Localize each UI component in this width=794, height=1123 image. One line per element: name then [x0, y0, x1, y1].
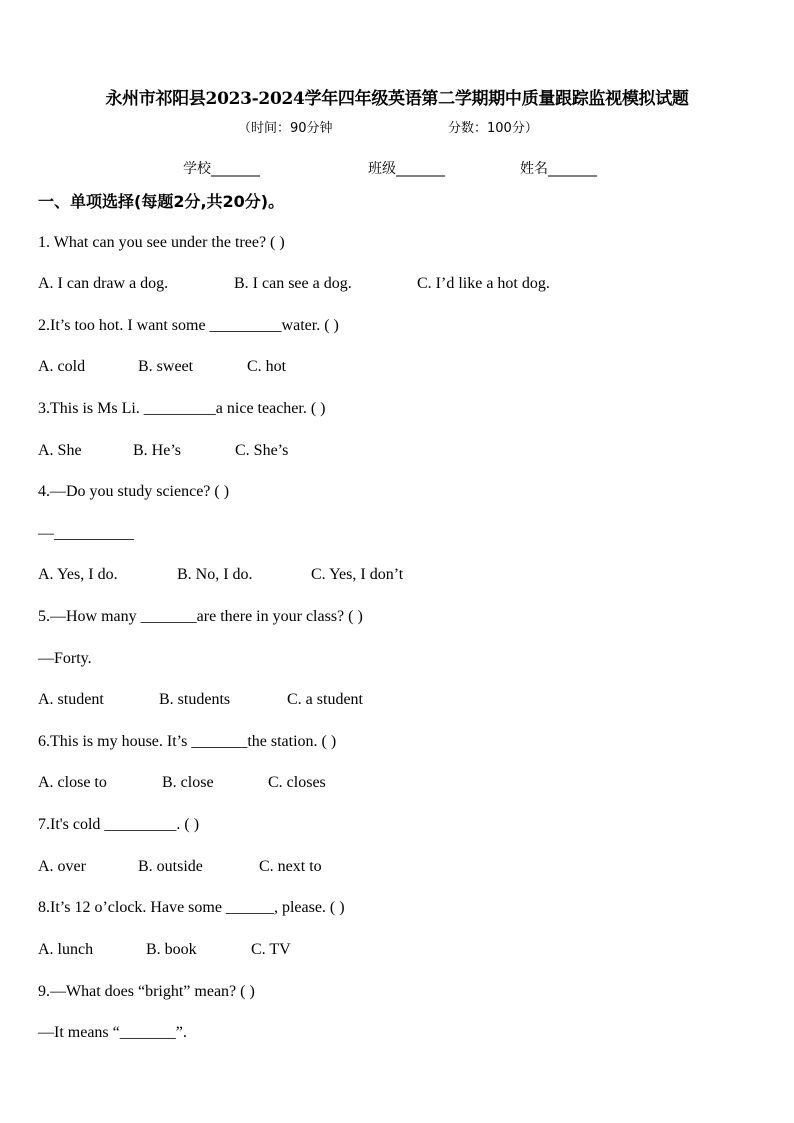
question-5-answer: —Forty. [38, 650, 92, 667]
question-8-stem: 8.It’s 12 o’clock. Have some ______, please. ( ) [38, 899, 345, 916]
option-b: B. students [159, 691, 231, 708]
question-7-options [38, 857, 322, 877]
option-a: A. cold [38, 358, 86, 375]
option-a: A. over [38, 858, 86, 875]
question-3-stem: 3.This is Ms Li. _________a nice teacher. ( ) [38, 400, 326, 417]
option-c: C. hot [247, 358, 287, 375]
question-9-answer: —It means “_______”. [38, 1024, 187, 1041]
question-6-stem: 6.This is my house. It’s _______the station. ( ) [38, 733, 337, 750]
option-b: B. outside [138, 858, 203, 875]
question-1-stem: 1. What can you see under the tree? ( ) [38, 234, 285, 251]
exam-title: 永州市祁阳县2023-2024学年四年级英语第二学期期中质量跟踪监视模拟试题 [105, 89, 689, 109]
option-c: C. closes [268, 774, 326, 791]
option-c: C. Yes, I don’t [311, 566, 404, 583]
question-4-answer-blank: —__________ [38, 525, 134, 542]
option-a: A. I can draw a dog. [38, 275, 169, 292]
section-heading: 一、单项选择(每题2分,共20分)。 [38, 192, 285, 211]
question-8-options [38, 940, 291, 960]
question-3-options [38, 441, 289, 461]
exam-score: 分数：100分） [448, 121, 538, 136]
question-2-options [38, 357, 287, 377]
class-field: 班级_______ [368, 161, 445, 177]
option-b: B. No, I do. [177, 566, 253, 583]
exam-time: （时间：90分钟 [238, 121, 333, 136]
question-7-stem: 7.It's cold _________. ( ) [38, 816, 200, 833]
question-2-stem: 2.It’s too hot. I want some _________water. ( ) [38, 317, 339, 334]
option-c: C. She’s [235, 442, 289, 459]
option-b: B. book [146, 941, 197, 958]
option-a: A. Yes, I do. [38, 566, 118, 583]
question-4-stem: 4.—Do you study science? ( ) [38, 483, 230, 500]
question-4-options [38, 565, 404, 585]
option-c: C. TV [251, 941, 291, 958]
option-c: C. I’d like a hot dog. [417, 275, 550, 292]
option-c: C. next to [259, 858, 322, 875]
option-a: A. lunch [38, 941, 94, 958]
name-field: 姓名_______ [520, 161, 597, 177]
option-a: A. She [38, 442, 82, 459]
question-5-stem: 5.—How many _______are there in your class? ( ) [38, 608, 363, 625]
option-a: A. close to [38, 774, 107, 791]
question-9-stem: 9.—What does “bright” mean? ( ) [38, 983, 255, 1000]
school-field: 学校_______ [183, 161, 260, 177]
question-5-options [38, 690, 363, 710]
question-6-options [38, 773, 326, 793]
option-b: B. I can see a dog. [234, 275, 352, 292]
option-b: B. close [162, 774, 214, 791]
option-a: A. student [38, 691, 104, 708]
option-b: B. sweet [138, 358, 194, 375]
question-1-options [38, 274, 550, 294]
option-c: C. a student [287, 691, 363, 708]
option-b: B. He’s [133, 442, 181, 459]
